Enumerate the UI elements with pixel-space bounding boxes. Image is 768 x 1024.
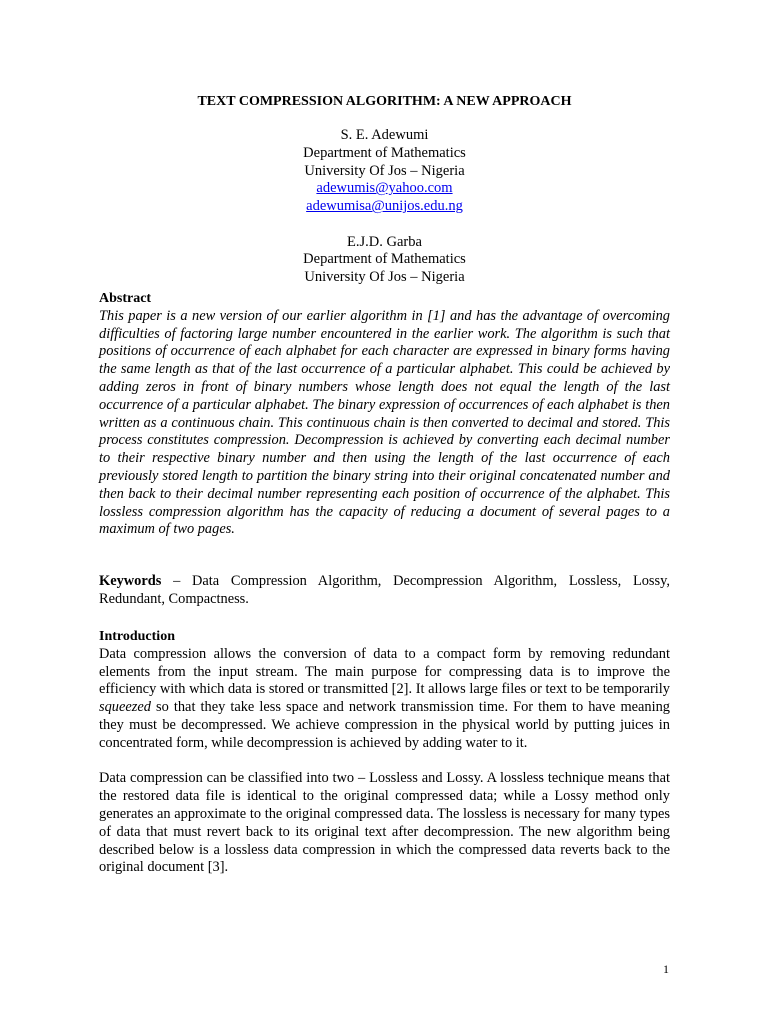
author-department: Department of Mathematics xyxy=(303,144,466,161)
paper-title: TEXT COMPRESSION ALGORITHM: A NEW APPROACH xyxy=(197,94,572,109)
author-university: University Of Jos – Nigeria xyxy=(304,162,465,179)
author-name: E.J.D. Garba xyxy=(347,233,422,250)
introduction-paragraph: Data compression can be classified into two – Lossless and Lossy. A lossless technique means that the restored data file is identical to the original compressed data; while a Lossy method only generates an approximate to the original compressed data. The lossless is necessary for many types of data that must revert back to its original text after decompression. The new algorithm being described below is a lossless data compression in which the compressed data reverts back to the original document [3]. xyxy=(99,770,670,876)
abstract-heading: Abstract xyxy=(99,291,152,306)
introduction-text: so that they take less space and network transmission time. For them to have meaning they must be decompressed. We achieve compression in the physical world by putting juices in concentrated form, while decompression is achieved by adding water to it. xyxy=(99,699,670,751)
page-number: 1 xyxy=(663,962,669,976)
introduction-heading: Introduction xyxy=(99,629,175,644)
author-university: University Of Jos – Nigeria xyxy=(304,269,465,286)
abstract-section xyxy=(99,290,670,539)
introduction-text: Data compression allows the conversion of data to a compact form by removing redundant elements from the input stream. The main purpose for compressing data is to improve the efficiency with which data is stored or transmitted [2]. It allows large files or text to be temporarily xyxy=(99,645,670,698)
keywords-label: Keywords xyxy=(99,573,162,589)
introduction-paragraph xyxy=(99,646,670,753)
author-name: S. E. Adewumi xyxy=(340,127,429,143)
introduction-section xyxy=(99,628,670,877)
author-department: Department of Mathematics xyxy=(303,251,466,268)
author-email-link[interactable]: adewumis@yahoo.com xyxy=(316,180,453,197)
author-spacer xyxy=(99,216,670,234)
keywords-section xyxy=(99,573,670,609)
keywords-paragraph xyxy=(99,573,670,609)
author-email-link[interactable]: adewumisa@unijos.edu.ng xyxy=(306,198,463,215)
author-block xyxy=(99,127,670,287)
keywords-text: – Data Compression Algorithm, Decompression Algorithm, Lossless, Lossy, Redundant, Compactness. xyxy=(99,573,670,607)
emphasized-word: squeezed xyxy=(99,699,151,716)
abstract-text: This paper is a new version of our earlier algorithm in [1] and has the advantage of overcoming difficulties of factoring large number encountered in the earlier work. The algorithm is such that positions of occurrence of each alphabet for each character are expressed in binary forms having the same length as that of the last occurrence of a particular alphabet. This could be achieved by adding zeros in front of binary numbers whose length does not equal the length of the last occurrence of a particular alphabet. The binary expression of occurrences of each alphabet is then written as a continuous chain. This continuous chain is then converted to decimal and stored. This process constitutes compression. Decompression is achieved by converting each decimal number to their respective binary number and then using the length of the last occurrence of each previously stored length to partition the binary string into their original concatenated number and then back to their decimal number representing each position of occurrence of the alphabet. This lossless compression algorithm has the capacity of reducing a document of several pages to a maximum of two pages. xyxy=(99,307,670,538)
